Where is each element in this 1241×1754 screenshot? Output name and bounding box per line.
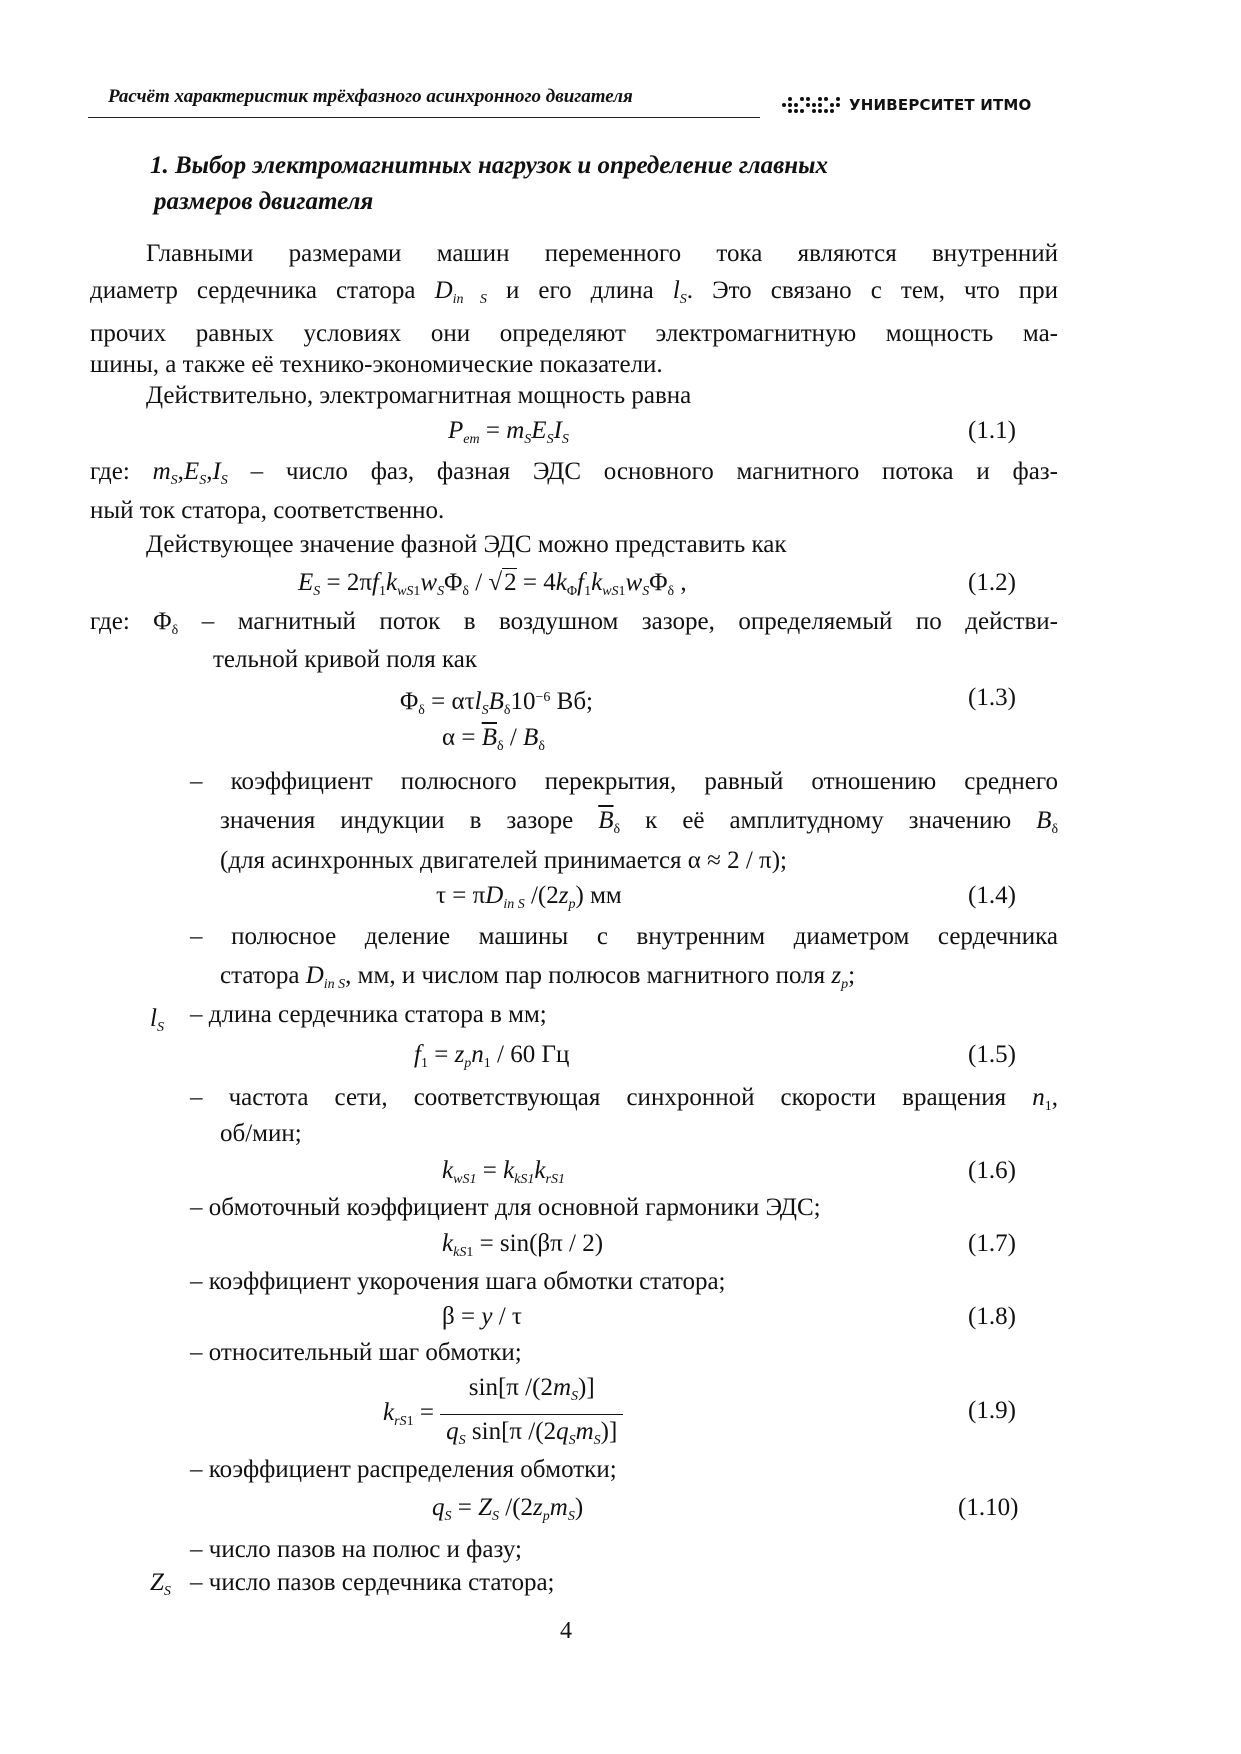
logo-text: УНИВЕРСИТЕТ ИТМО (849, 96, 1032, 114)
where-1-line-1: где: $m_S,E_S,I_S$ – число фаз, фазная ЭДС основного магнитного потока и фаз- (90, 458, 1059, 488)
paragraph-1-line-4: шины, а также её технико-экономические показатели. (90, 351, 663, 378)
f1-description-line-1: – частота сети, соответствующая синхронной скорости вращения $n_1$, (190, 1084, 1059, 1114)
tau-description-line-2: статора $D_{in S}$, мм, и числом пар полюсов магнитного поля $z_p$; (220, 962, 856, 992)
equation-number-1-4: (1.4) (968, 882, 1016, 909)
alpha-description-line-3: (для асинхронных двигателей принимается α ≈ 2 / π); (220, 847, 787, 874)
running-title: Расчёт характеристик трёхфазного асинхронного двигателя (108, 86, 633, 107)
paragraph-1-line-2: диаметр сердечника статора $D_{in S}$ и его длина $l_S$. Это связано с тем, что при (90, 277, 1059, 307)
q-description: – число пазов на полюс и фазу; (190, 1536, 522, 1563)
tau-description-line-1: – полюсное деление машины с внутренним диаметром сердечника (190, 923, 1058, 950)
kw-description: – обмоточный коэффициент для основной гармоники ЭДС; (190, 1194, 821, 1221)
equation-1-9: $k_{rS1}$ = $\frac{\sin[\pi /(2m_S)]}{q_S \sin[\pi /(2q_Sm_S)]}$ (383, 1373, 623, 1456)
equation-number-1-1: (1.1) (968, 417, 1016, 444)
equation-number-1-3: (1.3) (968, 684, 1016, 711)
page-number: 4 (560, 1618, 572, 1644)
equation-number-1-10: (1.10) (958, 1494, 1019, 1521)
equation-1-7: $k_{kS1} = \sin(\beta\pi / 2)$ (442, 1230, 604, 1260)
university-logo (782, 96, 1032, 114)
z-description: – число пазов сердечника статора; (190, 1569, 555, 1596)
f1-description-line-2: об/мин; (220, 1120, 302, 1147)
beta-description: – относительный шаг обмотки; (190, 1339, 522, 1366)
ls-description: – длина сердечника статора в мм; (190, 1001, 547, 1028)
symbol-ls: $l_S$ (150, 1005, 164, 1035)
equation-1-5: $f_1 = z_pn_1 / 60$ Гц (414, 1041, 570, 1071)
section-title (150, 148, 828, 220)
section-title-line-2: размеров двигателя (154, 188, 374, 215)
equation-1-4: $\tau = \pi D_{in S}$ $/(2z_p)$ мм (436, 882, 622, 912)
equation-number-1-5: (1.5) (968, 1041, 1016, 1068)
equation-1-1: $P_{em} = m_SE_SI_S$ (448, 417, 569, 447)
where-2-line-2: тельной кривой поля как (213, 646, 477, 673)
equation-1-2: $E_S = 2\pi f_1k_{wS1}w_S\Phi_\delta / √2 = 4k_\Phi f_1k_{wS1}w_S\Phi_\delta$ , (298, 569, 687, 599)
equation-1-3: $\Phi_\delta = \alpha\tau l_SB_\delta 10^{-6}$ Вб; (400, 688, 593, 718)
alpha-description-line-1: – коэффициент полюсного перекрытия, равный отношению среднего (190, 768, 1058, 795)
equation-number-1-7: (1.7) (968, 1230, 1016, 1257)
where-2-line-1: где: $\Phi_\delta$ – магнитный поток в воздушном зазоре, определяемый по действи- (90, 608, 1058, 638)
kk-description: – коэффициент укорочения шага обмотки статора; (190, 1268, 726, 1295)
equation-1-6: $k_{wS1} = k_{kS1}k_{rS1}$ (442, 1157, 565, 1187)
paragraph-3: Действующее значение фазной ЭДС можно представить как (146, 531, 787, 558)
symbol-zs: $Z_S$ (150, 1569, 171, 1599)
paragraph-2: Действительно, электромагнитная мощность равна (146, 382, 692, 409)
equation-number-1-8: (1.8) (968, 1303, 1016, 1330)
itmo-dots-logo-icon (782, 97, 841, 114)
where-1-line-2: ный ток статора, соответственно. (90, 497, 445, 524)
equation-number-1-9: (1.9) (968, 1397, 1016, 1424)
equation-alpha: $\alpha = \overline{B}_\delta / B_\delta$ (442, 724, 545, 754)
equation-number-1-2: (1.2) (968, 569, 1016, 596)
equation-1-8: β = y / τ (442, 1303, 522, 1330)
header-rule (88, 117, 760, 118)
section-title-line-1: 1. Выбор электромагнитных нагрузок и определение главных (150, 152, 828, 179)
equation-number-1-6: (1.6) (968, 1157, 1016, 1184)
kr-description: – коэффициент распределения обмотки; (190, 1456, 617, 1483)
equation-1-10: $q_S = Z_S$ $/(2z_pm_S)$ (432, 1494, 584, 1524)
paragraph-1-line-3: прочих равных условиях они определяют электромагнитную мощность ма- (90, 320, 1058, 347)
paragraph-1-line-1: Главными размерами машин переменного тока являются внутренний (146, 240, 1058, 267)
alpha-description-line-2: значения индукции в зазоре $\overline{B}_\delta$ к её амплитудному значению $B_\delta$ (220, 807, 1059, 837)
